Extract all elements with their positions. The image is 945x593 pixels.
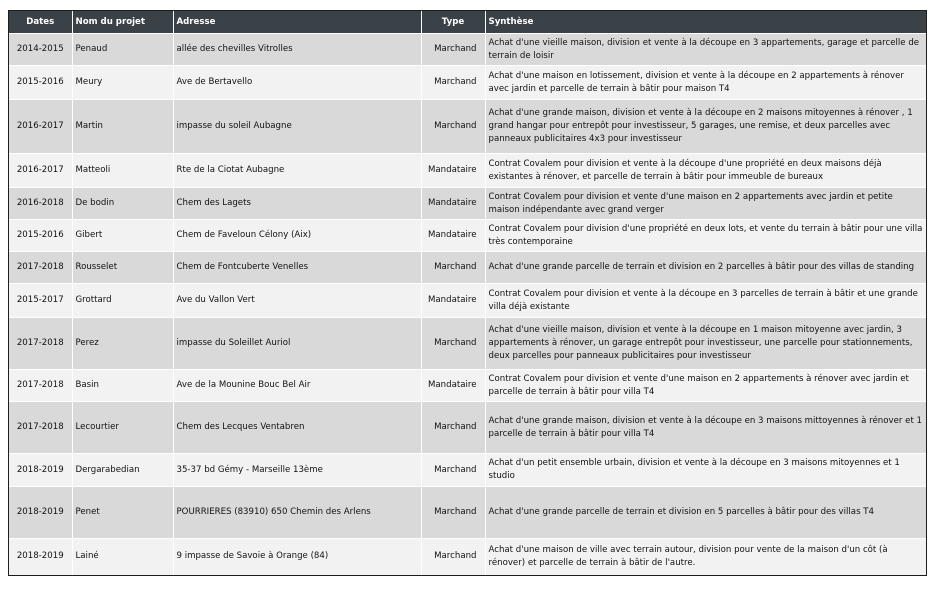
summary-cell: Contrat Covalem pour division et vente d'une maison en 2 appartements à rénover avec jardin et parcelle de terrain à bâtir pour villa T4 (485, 370, 926, 402)
type-cell: Mandataire (421, 220, 485, 252)
summary-cell: Achat d'une maison en lotissement, division et vente à la découpe en 2 appartements à rénover avec jardin et parcelle de terrain à bâtir pour maison T4 (485, 66, 926, 100)
header-dates: Dates (9, 11, 72, 34)
project-name-cell: Meury (72, 66, 173, 100)
header-row (9, 11, 926, 34)
date-cell: 2014-2015 (9, 34, 72, 66)
type-cell: Marchand (421, 402, 485, 454)
type-cell: Marchand (421, 66, 485, 100)
date-cell: 2018-2019 (9, 487, 72, 539)
table-row (9, 454, 926, 487)
type-cell: Marchand (421, 539, 485, 575)
project-name-cell: Dergarabedian (72, 454, 173, 487)
date-cell: 2015-2016 (9, 66, 72, 100)
table-row (9, 220, 926, 252)
type-cell: Marchand (421, 252, 485, 284)
date-cell: 2018-2019 (9, 539, 72, 575)
address-cell: 35-37 bd Gémy - Marseille 13ème (173, 454, 421, 487)
header-type: Type (421, 11, 485, 34)
project-name-cell: Matteoli (72, 154, 173, 188)
table-row (9, 34, 926, 66)
date-cell: 2016-2017 (9, 154, 72, 188)
date-cell: 2017-2018 (9, 402, 72, 454)
type-cell: Marchand (421, 34, 485, 66)
summary-cell: Achat d'une grande maison, division et vente à la découpe en 2 maisons mitoyennes à rénover , 1 grand hangar pour entrepôt pour investisseur, 5 garages, une remise, et deux parcelles avec panneaux publicitaires 4x3 pour investisseur (485, 100, 926, 154)
project-name-cell: Lecourtier (72, 402, 173, 454)
address-cell: Ave du Vallon Vert (173, 284, 421, 318)
project-name-cell: Perez (72, 318, 173, 370)
date-cell: 2017-2018 (9, 252, 72, 284)
table-row (9, 100, 926, 154)
table-row (9, 154, 926, 188)
summary-cell: Achat d'une grande parcelle de terrain et division en 2 parcelles à bâtir pour des villas de standing (485, 252, 926, 284)
projects-table-container (8, 10, 927, 576)
type-cell: Mandataire (421, 284, 485, 318)
date-cell: 2018-2019 (9, 454, 72, 487)
table-row (9, 487, 926, 539)
project-name-cell: Rousselet (72, 252, 173, 284)
type-cell: Mandataire (421, 370, 485, 402)
project-name-cell: Gibert (72, 220, 173, 252)
date-cell: 2015-2016 (9, 220, 72, 252)
summary-cell: Contrat Covalem pour division d'une propriété en deux lots, et vente du terrain à bâtir pour une villa très contemporaine (485, 220, 926, 252)
table-row (9, 66, 926, 100)
address-cell: Chem des Lagets (173, 188, 421, 220)
project-name-cell: Penet (72, 487, 173, 539)
address-cell: allée des chevilles Vitrolles (173, 34, 421, 66)
date-cell: 2017-2018 (9, 318, 72, 370)
type-cell: Marchand (421, 487, 485, 539)
project-name-cell: Lainé (72, 539, 173, 575)
type-cell: Mandataire (421, 154, 485, 188)
address-cell: Ave de Bertavello (173, 66, 421, 100)
type-cell: Marchand (421, 454, 485, 487)
address-cell: Chem des Lecques Ventabren (173, 402, 421, 454)
project-name-cell: Grottard (72, 284, 173, 318)
table-row (9, 284, 926, 318)
summary-cell: Achat d'une maison de ville avec terrain autour, division pour vente de la maison d'un côt (à rénover) et parcelle de terrain à bâtir de l'autre. (485, 539, 926, 575)
table-row (9, 252, 926, 284)
header-address: Adresse (173, 11, 421, 34)
type-cell: Mandataire (421, 188, 485, 220)
summary-cell: Contrat Covalem pour division et vente à la découpe en 3 parcelles de terrain à bâtir et une grande villa déjà existante (485, 284, 926, 318)
address-cell: Chem de Fontcuberte Venelles (173, 252, 421, 284)
date-cell: 2016-2017 (9, 100, 72, 154)
header-project-name: Nom du projet (72, 11, 173, 34)
summary-cell: Achat d'une vieille maison, division et vente à la découpe en 1 maison mitoyenne avec jardin, 3 appartements à rénover, un garage entrepôt pour investisseur, une parcelle pour stationnements, deux parcelles pour panneaux publicitaires pour investisseur (485, 318, 926, 370)
address-cell: 9 impasse de Savoie à Orange (84) (173, 539, 421, 575)
project-name-cell: Basin (72, 370, 173, 402)
summary-cell: Achat d'une vieille maison, division et vente à la découpe en 3 appartements, garage et parcelle de terrain de loisir (485, 34, 926, 66)
type-cell: Marchand (421, 318, 485, 370)
address-cell: POURRIERES (83910) 650 Chemin des Arlens (173, 487, 421, 539)
table-row (9, 370, 926, 402)
address-cell: Ave de la Mounine Bouc Bel Air (173, 370, 421, 402)
table-row (9, 402, 926, 454)
projects-table (9, 11, 926, 575)
table-row (9, 539, 926, 575)
project-name-cell: De bodin (72, 188, 173, 220)
summary-cell: Achat d'une grande maison, division et vente à la découpe en 3 maisons mittoyennes à rénover et 1 parcelle de terrain à bâtir pour villa T4 (485, 402, 926, 454)
summary-cell: Achat d'un petit ensemble urbain, division et vente à la découpe en 3 maisons mitoyennes et 1 studio (485, 454, 926, 487)
header-summary: Synthèse (485, 11, 926, 34)
date-cell: 2015-2017 (9, 284, 72, 318)
summary-cell: Contrat Covalem pour division et vente à la découpe d'une propriété en deux maisons déjà existantes à rénover, et parcelle de terrain à bâtir pour immeuble de bureaux (485, 154, 926, 188)
summary-cell: Contrat Covalem pour division et vente d'une maison en 2 appartements avec jardin et petite maison indépendante avec grand verger (485, 188, 926, 220)
type-cell: Marchand (421, 100, 485, 154)
address-cell: impasse du Soleillet Auriol (173, 318, 421, 370)
project-name-cell: Martin (72, 100, 173, 154)
address-cell: Chem de Faveloun Célony (Aix) (173, 220, 421, 252)
address-cell: impasse du soleil Aubagne (173, 100, 421, 154)
date-cell: 2016-2018 (9, 188, 72, 220)
summary-cell: Achat d'une grande parcelle de terrain et division en 5 parcelles à bâtir pour des villas T4 (485, 487, 926, 539)
project-name-cell: Penaud (72, 34, 173, 66)
date-cell: 2017-2018 (9, 370, 72, 402)
address-cell: Rte de la Ciotat Aubagne (173, 154, 421, 188)
table-row (9, 188, 926, 220)
table-row (9, 318, 926, 370)
